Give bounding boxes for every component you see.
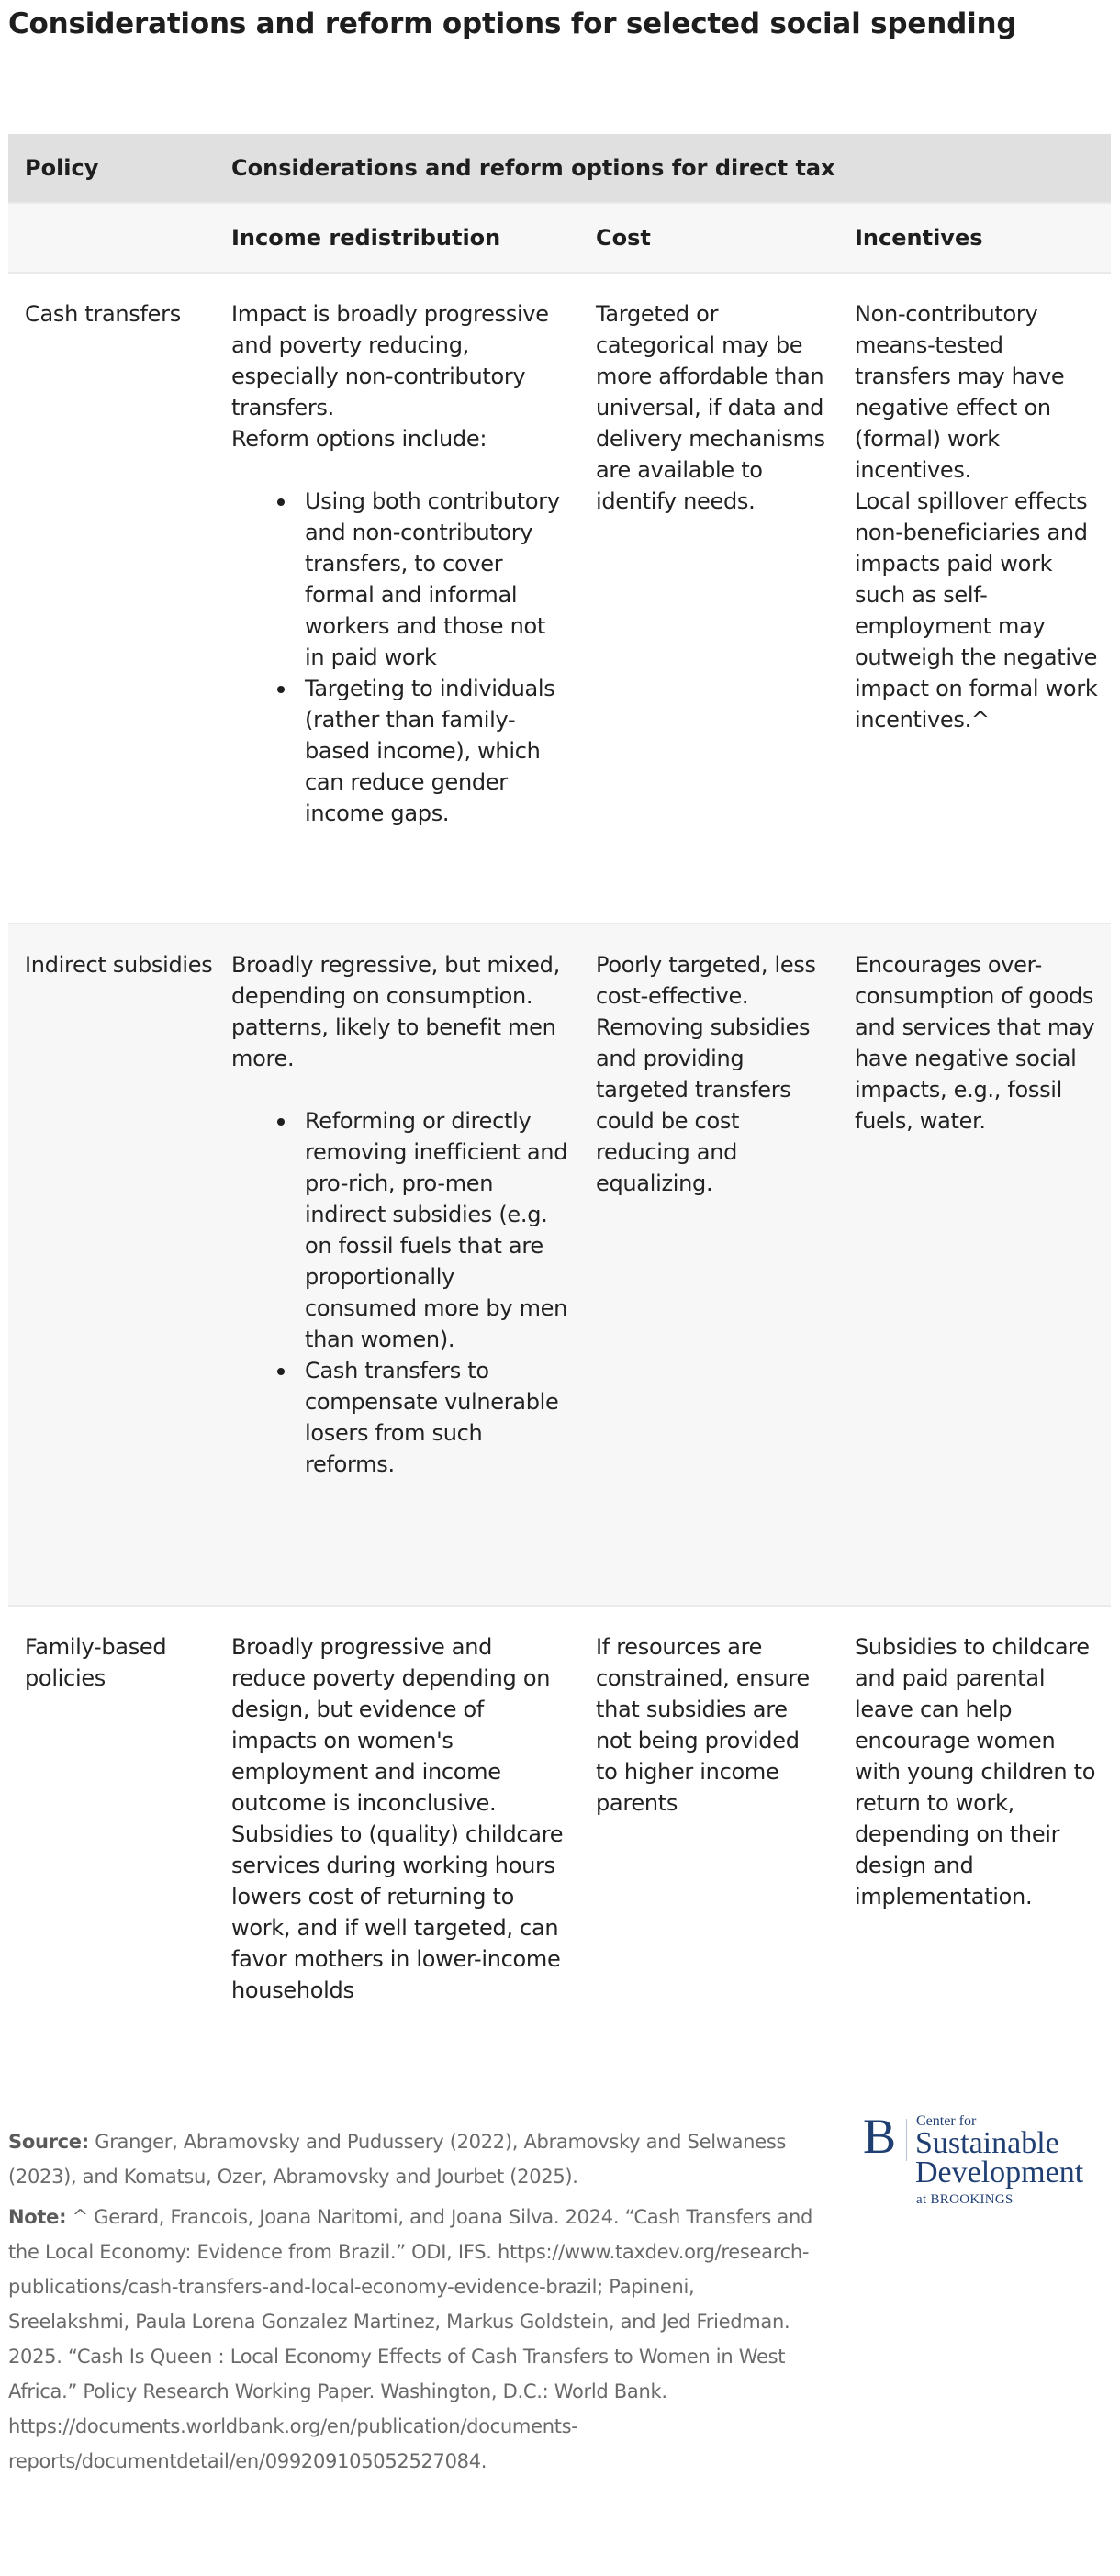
income-redistribution-cell xyxy=(215,1606,579,2054)
list-item: Reforming or directly removing inefficient and pro-rich, pro-men indirect subsidies (e.g. on fossil fuels that are proportionally consumed more by men than women). xyxy=(305,1105,570,1355)
cell-paragraph: Broadly progressive and reduce poverty depending on design, but evidence of impacts on women's employment and income outcome is inconclusive. xyxy=(231,1634,551,1816)
cost-cell: Targeted or categorical may be more affordable than universal, if data and delivery mechanisms are available to identify needs. xyxy=(596,301,825,514)
list-item: Targeting to individuals (rather than family-based income), which can reduce gender income gaps. xyxy=(305,673,570,829)
column-header-cost: Cost xyxy=(579,203,838,273)
note xyxy=(8,2200,816,2479)
reform-options-list xyxy=(231,486,570,829)
cell-paragraph: Encourages over-consumption of goods and services that may have negative social impacts, e.g., fossil fuels, water. xyxy=(855,952,1095,1134)
source-note xyxy=(8,2124,816,2194)
footer-notes xyxy=(8,2124,816,2484)
policy-cell: Indirect subsidies xyxy=(8,924,215,1606)
cell-paragraph: Impact is broadly progressive and poverty reducing, especially non-contributory transfers. xyxy=(231,301,549,420)
income-redistribution-cell xyxy=(215,273,579,924)
cell-paragraph: Reform options include: xyxy=(231,426,487,452)
brookings-csd-logo xyxy=(863,2111,1111,2212)
source-text: Granger, Abramovsky and Pudussery (2022), Abramovsky and Selwaness (2023), and Komatsu, Ozer, Abramovsky and Jourbet (2025). xyxy=(8,2131,787,2188)
list-item: Cash transfers to compensate vulnerable losers from such reforms. xyxy=(305,1355,570,1480)
incentives-cell xyxy=(838,1606,1111,2054)
page-title: Considerations and reform options for selected social spending xyxy=(8,7,1017,40)
reform-options-list xyxy=(231,1105,570,1480)
logo-line-4: at BROOKINGS xyxy=(916,2192,1014,2207)
cell-paragraph: Non-contributory means-tested transfers may have negative effect on (formal) work incentives. xyxy=(855,301,1065,483)
cell-paragraph: Subsidies to childcare and paid parental leave can help encourage women with young children to return to work, depending on their design and implementation. xyxy=(855,1634,1096,1910)
table-subheader-row xyxy=(8,203,1111,273)
logo-line-1: Center for xyxy=(916,2113,977,2129)
column-header-policy: Policy xyxy=(8,134,215,203)
table-row xyxy=(8,1606,1111,2054)
list-item: Using both contributory and non-contributory transfers, to cover formal and informal workers and those not in paid work xyxy=(305,486,570,673)
column-group-header: Considerations and reform options for direct tax xyxy=(215,134,1111,203)
note-text: ^ Gerard, Francois, Joana Naritomi, and Joana Silva. 2024. “Cash Transfers and the Local Economy: Evidence from Brazil.” ODI, IFS. https://www.taxdev.org/research-publications/cash-transfers-and-local-economy-evidence-brazil; Papineni, Sreelakshmi, Paula Lorena Gonzalez Martinez, Markus Goldstein, and Jed Friedman. 2025. “Cash Is Queen : Local Economy Effects of Cash Transfers to Women in West Africa.” Policy Research Working Paper. Washington, D.C.: World Bank. https://documents.worldbank.org/en/publication/documents-reports/documentdetail/en/099209105052527084. xyxy=(8,2206,813,2472)
incentives-cell xyxy=(838,273,1111,924)
policy-table xyxy=(8,134,1111,2054)
logo-line-2: Sustainable xyxy=(915,2126,1059,2160)
table-header-row xyxy=(8,134,1111,203)
brookings-b-icon: B xyxy=(863,2109,897,2164)
note-label: Note: xyxy=(8,2206,67,2228)
income-redistribution-cell xyxy=(215,924,579,1606)
column-header-empty xyxy=(8,203,215,273)
table-row xyxy=(8,924,1111,1606)
logo-line-3: Development xyxy=(915,2156,1084,2190)
source-label: Source: xyxy=(8,2131,89,2153)
column-header-incentives: Incentives xyxy=(838,203,1111,273)
column-header-income: Income redistribution xyxy=(215,203,579,273)
policy-cell: Family-based policies xyxy=(25,1634,167,1691)
cost-cell: Poorly targeted, less cost-effective. Removing subsidies and providing targeted transfers could be cost reducing and equalizing. xyxy=(579,924,838,1606)
policy-cell: Cash transfers xyxy=(25,301,181,327)
cell-paragraph: Broadly regressive, but mixed, depending on consumption. patterns, likely to benefit men more. xyxy=(231,952,560,1071)
logo-divider xyxy=(906,2119,907,2161)
table-row xyxy=(8,273,1111,924)
cost-cell: If resources are constrained, ensure that subsidies are not being provided to higher income parents xyxy=(596,1634,810,1816)
cell-paragraph: Local spillover effects non-beneficiaries and impacts paid work such as self-employment may outweigh the negative impact on formal work incentives.^ xyxy=(855,488,1098,733)
incentives-cell xyxy=(838,924,1111,1606)
cell-paragraph: Subsidies to (quality) childcare services during working hours lowers cost of returning to work, and if well targeted, can favor mothers in lower-income households xyxy=(231,1821,564,2003)
